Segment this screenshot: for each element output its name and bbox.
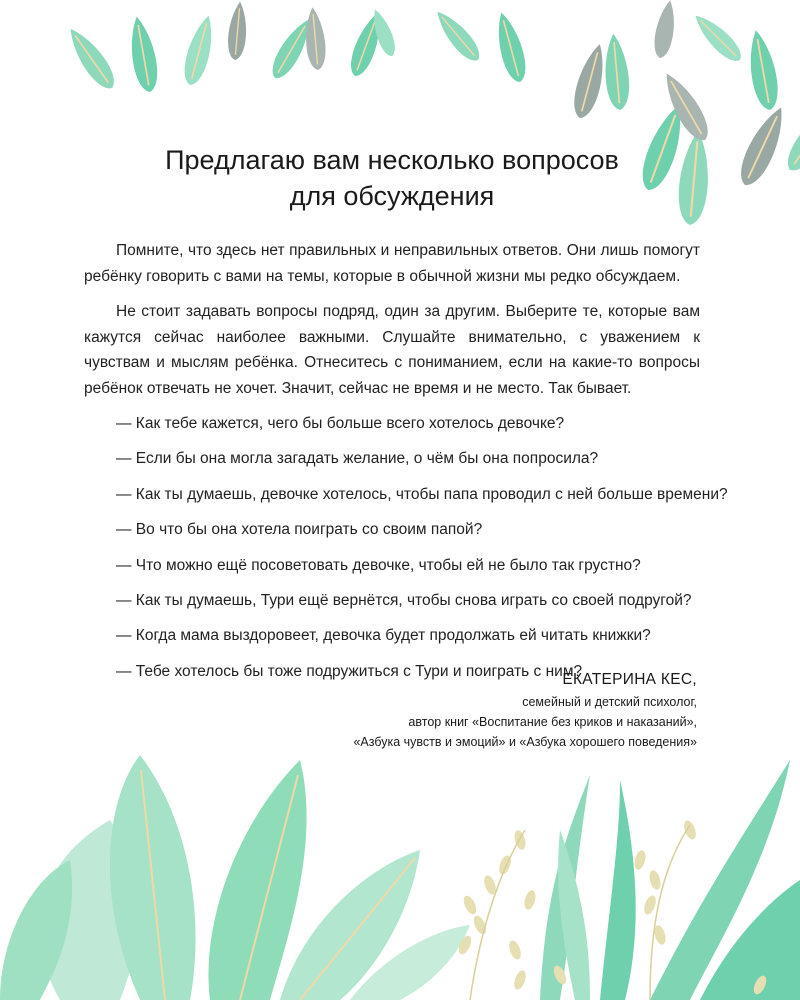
body-text	[84, 238, 728, 694]
author-books-line-1: автор книг «Воспитание без криков и наказаний»,	[408, 715, 697, 729]
author-signature	[353, 668, 697, 752]
leaf-cluster-bottom-left-icon	[0, 755, 470, 1000]
question-item: — Когда мама выздоровеет, девочка будет продолжать ей читать книжки?	[116, 627, 651, 645]
question-item: — Как ты думаешь, девочке хотелось, чтобы папа проводил с ней больше времени?	[116, 485, 728, 503]
question-item: — Что можно ещё посоветовать девочке, чтобы ей не было так грустно?	[116, 556, 641, 574]
page-title	[100, 142, 684, 214]
question-item: — Тебе хотелось бы тоже подружиться с Тури и поиграть с ним?	[116, 662, 583, 680]
leaf-cluster-top-left-icon	[62, 1, 399, 94]
author-books-line-2: «Азбука чувств и эмоций» и «Азбука хорошего поведения»	[353, 735, 697, 749]
paragraph: Не стоит задавать вопросы подряд, один за другим. Выберите те, которые вам кажутся сейчас наиболее важными. Слушайте внимательно, с уважением к чувствам и мыслям ребёнка. Отнеситесь с пониманием, если на какие-то вопросы ребёнок отвечать не хочет. Значит, сейчас не время и не место. Так бывает.	[84, 303, 700, 397]
question-item: — Как ты думаешь, Тури ещё вернётся, чтобы снова играть со своей подругой?	[116, 591, 692, 609]
title-line-2: для обсуждения	[289, 181, 495, 211]
question-list	[84, 411, 728, 684]
question-item: — Как тебе кажется, чего бы больше всего хотелось девочке?	[116, 415, 565, 432]
title-line-1: Предлагаю вам несколько вопросов	[165, 145, 619, 175]
question-item: — Во что бы она хотела поиграть со своим папой?	[116, 521, 483, 539]
question-item: — Если бы она могла загадать желание, о чём бы она попросила?	[116, 450, 599, 468]
author-name: ЕКАТЕРИНА КЕС,	[562, 671, 697, 688]
author-title: семейный и детский психолог,	[522, 695, 697, 709]
grass-bottom-right-icon	[456, 760, 800, 1000]
paragraph: Помните, что здесь нет правильных и неправильных ответов. Они лишь помогут ребёнку говорить с вами на темы, которые в обычной жизни мы редко обсуждаем.	[84, 242, 700, 285]
